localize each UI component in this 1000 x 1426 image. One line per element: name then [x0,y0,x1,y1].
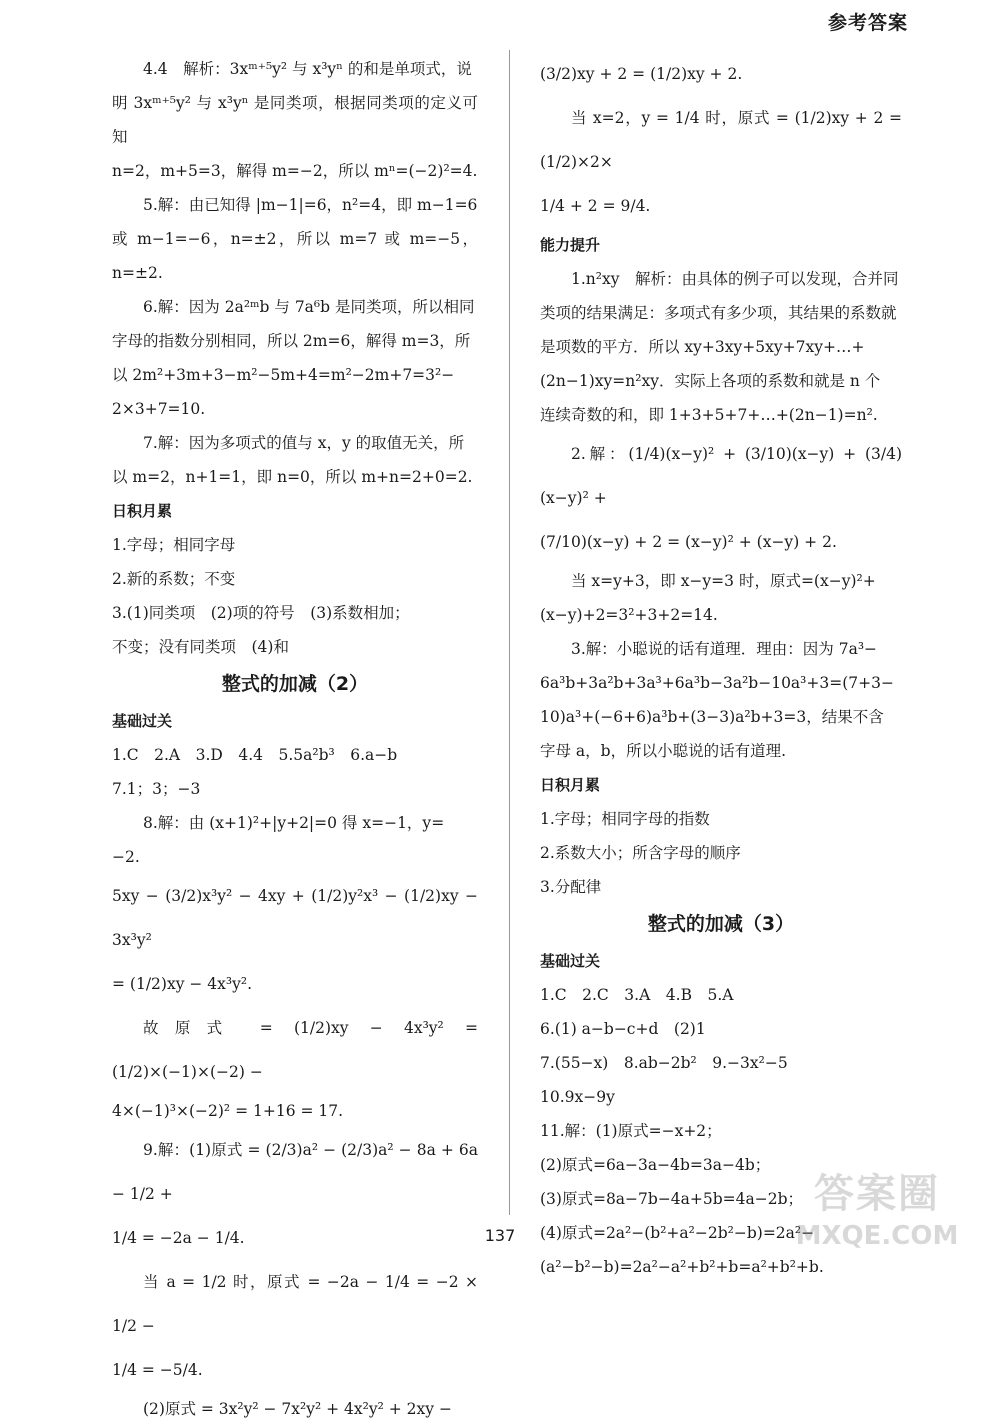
text-line: 2×3+7=10. [112,400,206,418]
text-line: 10)a³+(−6+6)a³b+(3−3)a²b+3=3，结果不含 [540,708,884,726]
text-line: (x−y)+2=3²+3+2=14. [540,606,718,624]
text-line: 3.解：小聪说的话有道理．理由：因为 7a³− [571,640,878,658]
text-line: (a²−b²−b)=2a²−a²+b²+b=a²+b²+b. [540,1258,824,1276]
text-line: 5.解：由已知得 |m−1|=6，n²=4，即 m−1=6 [143,196,478,214]
section-title: 整式的加减（2） [221,673,369,695]
text-line: 以 2m²+3m+3−m²−5m+4=m²−2m+7=3²− [112,366,455,384]
subsection-heading: 能力提升 [540,236,601,254]
text-line: 1.n²xy 解析：由具体的例子可以发现，合并同 [571,270,899,288]
watermark-url: MXQE.COM [795,1221,959,1251]
watermark-text: 答案圈 [814,1171,940,1217]
text-line: 不变；没有同类项 (4)和 [112,638,289,656]
text-line: 1.C 2.A 3.D 4.4 5.5a²b³ 6.a−b [112,746,398,764]
text-line: 7.解：因为多项式的值与 x，y 的取值无关，所 [143,434,465,452]
text-line: 9.解：(1)原式 = (2/3)a² − (2/3)a² − 8a + 6a − 1/2 + [112,1141,478,1203]
text-line: 1.字母；相同字母 [112,536,236,554]
text-line: 7.(55−x) 8.ab−2b² 9.−3x²−5 [540,1054,788,1072]
text-line: 字母 a，b，所以小聪说的话有道理. [540,742,787,760]
section-title: 整式的加减（3） [647,913,795,935]
text-line: 6a³b+3a²b+3a³+6a³b−3a²b−10a³+3=(7+3− [540,674,894,692]
text-line: 11.解：(1)原式=−x+2； [540,1122,722,1140]
text-line: 2.新的系数；不变 [112,570,236,588]
text-line: 4×(−1)³×(−2)² = 1+16 = 17. [112,1102,344,1120]
text-line: 1/4 + 2 = 9/4. [540,197,651,215]
text-line: −2. [112,848,140,866]
text-line: n=2，m+5=3，解得 m=−2，所以 mⁿ=(−2)²=4. [112,162,478,180]
watermark-logo [772,1168,982,1260]
text-line: 连续奇数的和，即 1+3+5+7+…+(2n−1)=n². [540,406,878,424]
text-line: 4.4 解析：3xᵐ⁺⁵y² 与 x³yⁿ 的和是单项式，说 [143,60,472,78]
column-divider [509,50,510,1215]
subsection-heading: 日积月累 [112,502,173,520]
text-line: 7.1；3；−3 [112,780,201,798]
text-line: 字母的指数分别相同，所以 2m=6，解得 m=3，所 [112,332,471,350]
text-line: (3)原式=8a−7b−4a+5b=4a−2b； [540,1190,804,1208]
text-line: (2)原式 = 3x²y² − 7x²y² + 4x²y² + 2xy − [143,1400,452,1418]
right-column [540,52,902,1284]
text-line: (2)原式=6a−3a−4b=3a−4b； [540,1156,771,1174]
text-line: 1/4 = −5/4. [112,1361,203,1379]
text-line: 1/4 = −2a − 1/4. [112,1229,245,1247]
text-line: 或 m−1=−6，n=±2，所以 m=7 或 m=−5，n=±2. [112,230,478,282]
page-number: 137 [484,1226,516,1245]
left-column [112,52,478,1426]
text-line: 6.(1) a−b−c+d (2)1 [540,1020,706,1038]
text-line: 类项的结果满足：多项式有多少项，其结果的系数就 [540,304,897,322]
text-line: 当 x=2，y = 1/4 时，原式 = (1/2)xy + 2 = (1/2)×2× [540,109,902,171]
text-line: (7/10)(x−y) + 2 = (x−y)² + (x−y) + 2. [540,533,837,551]
text-line: (2n−1)xy=n²xy．实际上各项的系数和就是 n 个 [540,372,881,390]
text-line: 1.字母；相同字母的指数 [540,810,710,828]
text-line: 当 a = 1/2 时，原式 = −2a − 1/4 = −2 × 1/2 − [112,1273,478,1335]
page-header: 参考答案 [827,12,908,34]
text-line: 5xy − (3/2)x³y² − 4xy + (1/2)y²x³ − (1/2)xy − 3x³y² [112,887,478,949]
text-line: 6.解：因为 2a²ᵐb 与 7a⁶b 是同类项，所以相同 [143,298,475,316]
text-line: 以 m=2，n+1=1，即 n=0，所以 m+n=2+0=2. [112,468,473,486]
text-line: 3.(1)同类项 (2)项的符号 (3)系数相加； [112,604,410,622]
subsection-heading: 基础过关 [540,952,601,970]
text-line: = (1/2)xy − 4x³y². [112,975,253,993]
text-line: 8.解：由 (x+1)²+|y+2|=0 得 x=−1，y= [143,814,445,832]
text-line: 故原式 = (1/2)xy − 4x³y² = (1/2)×(−1)×(−2) − [112,1019,478,1081]
text-line: (3/2)xy + 2 = (1/2)xy + 2. [540,65,743,83]
subsection-heading: 基础过关 [112,712,173,730]
text-line: (4)原式=2a²−(b²+a²−2b²−b)=2a²− [540,1224,815,1242]
text-line: 1.C 2.C 3.A 4.B 5.A [540,986,734,1004]
text-line: 10.9x−9y [540,1088,615,1106]
text-line: 当 x=y+3，即 x−y=3 时，原式=(x−y)²+ [571,572,876,590]
text-line: 2.解：(1/4)(x−y)² + (3/10)(x−y) + (3/4)(x−y)² + [540,445,902,507]
text-line: 3.分配律 [540,878,602,896]
text-line: 2.系数大小；所含字母的顺序 [540,844,741,862]
subsection-heading: 日积月累 [540,776,601,794]
text-line: 明 3xᵐ⁺⁵y² 与 x³yⁿ 是同类项，根据同类项的定义可知 [112,94,478,146]
text-line: 是项数的平方．所以 xy+3xy+5xy+7xy+…+ [540,338,865,356]
